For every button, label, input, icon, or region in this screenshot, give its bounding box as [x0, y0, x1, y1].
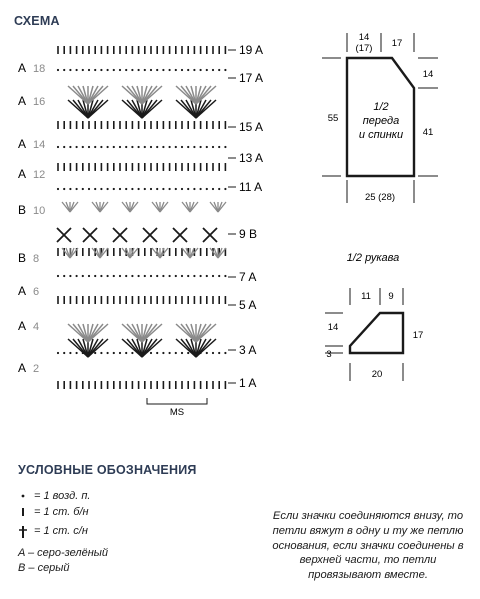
body-left: 55 — [327, 113, 339, 124]
sleeve-bottom: 20 — [371, 369, 383, 380]
row-label-right: 3 A — [239, 343, 257, 357]
note-text: Если значки соединяются внизу, то петли вяжут в одну и ту же петлю основания, если значки соединены в верхней части, то петли провязывают вместе. — [272, 510, 464, 582]
row-label-right: 1 A — [239, 376, 257, 390]
body-inside-3: и спинки — [358, 129, 404, 141]
sleeve-right: 17 — [412, 330, 424, 341]
body-right: 41 — [422, 127, 434, 138]
body-top-left: 14 — [358, 32, 370, 43]
row-number-left: 14 — [33, 139, 46, 151]
body-top-right: 17 — [391, 38, 403, 49]
chain-symbol-icon — [22, 495, 25, 498]
body-top-left-alt: (17) — [355, 43, 373, 54]
legend-title: УСЛОВНЫЕ ОБОЗНАЧЕНИЯ — [18, 463, 197, 477]
row-number-left: 18 — [33, 63, 46, 75]
legend-color-a: A – серо-зелёный — [18, 547, 109, 559]
row-letter-left: A — [18, 319, 27, 333]
row-label-right: 9 B — [239, 227, 258, 241]
row-label-right: 15 A — [239, 120, 264, 134]
row-letter-left: A — [18, 284, 27, 298]
legend-sc: = 1 ст. б/н — [34, 506, 89, 518]
sleeve-outline — [350, 313, 403, 353]
sleeve-left: 14 — [327, 322, 339, 333]
row-letter-left: A — [18, 94, 27, 108]
row-label-right: 7 A — [239, 270, 257, 284]
row-number-left: 2 — [33, 363, 40, 375]
row-letter-left: B — [18, 251, 27, 265]
row-number-left: 6 — [33, 286, 40, 298]
row-label-right: 19 A — [239, 43, 264, 57]
legend-dc: = 1 ст. с/н — [34, 525, 88, 537]
schema-title: СХЕМА — [14, 14, 60, 28]
double-crochet-icon — [19, 526, 27, 538]
row-number-left: 8 — [33, 253, 40, 265]
row-letter-left: A — [18, 361, 27, 375]
row-number-left: 12 — [33, 169, 46, 181]
sleeve-left-bottom: 3 — [326, 349, 332, 360]
row-number-left: 10 — [33, 205, 46, 217]
row-label-right: 13 A — [239, 151, 264, 165]
row-letter-left: A — [18, 61, 27, 75]
repeat-label: MS — [169, 407, 185, 418]
legend-color-b: B – серый — [18, 562, 70, 574]
row-number-left: 16 — [33, 96, 46, 108]
sleeve-top-right: 9 — [388, 291, 394, 302]
row-label-right: 17 A — [239, 71, 264, 85]
legend-ch: = 1 возд. п. — [34, 490, 91, 502]
sleeve-top-left: 11 — [361, 291, 371, 302]
row-label-right: 5 A — [239, 298, 257, 312]
body-inside-1: 1/2 — [373, 101, 389, 113]
row-letter-left: B — [18, 203, 27, 217]
sleeve-title: 1/2 рукава — [346, 252, 400, 264]
body-bottom: 25 (28) — [364, 192, 396, 203]
row-label-right: 11 A — [239, 180, 263, 194]
body-inside-2: переда — [362, 115, 400, 127]
body-right-top: 14 — [422, 69, 434, 80]
row-letter-left: A — [18, 167, 27, 181]
row-letter-left: A — [18, 137, 27, 151]
row-number-left: 4 — [33, 321, 40, 333]
